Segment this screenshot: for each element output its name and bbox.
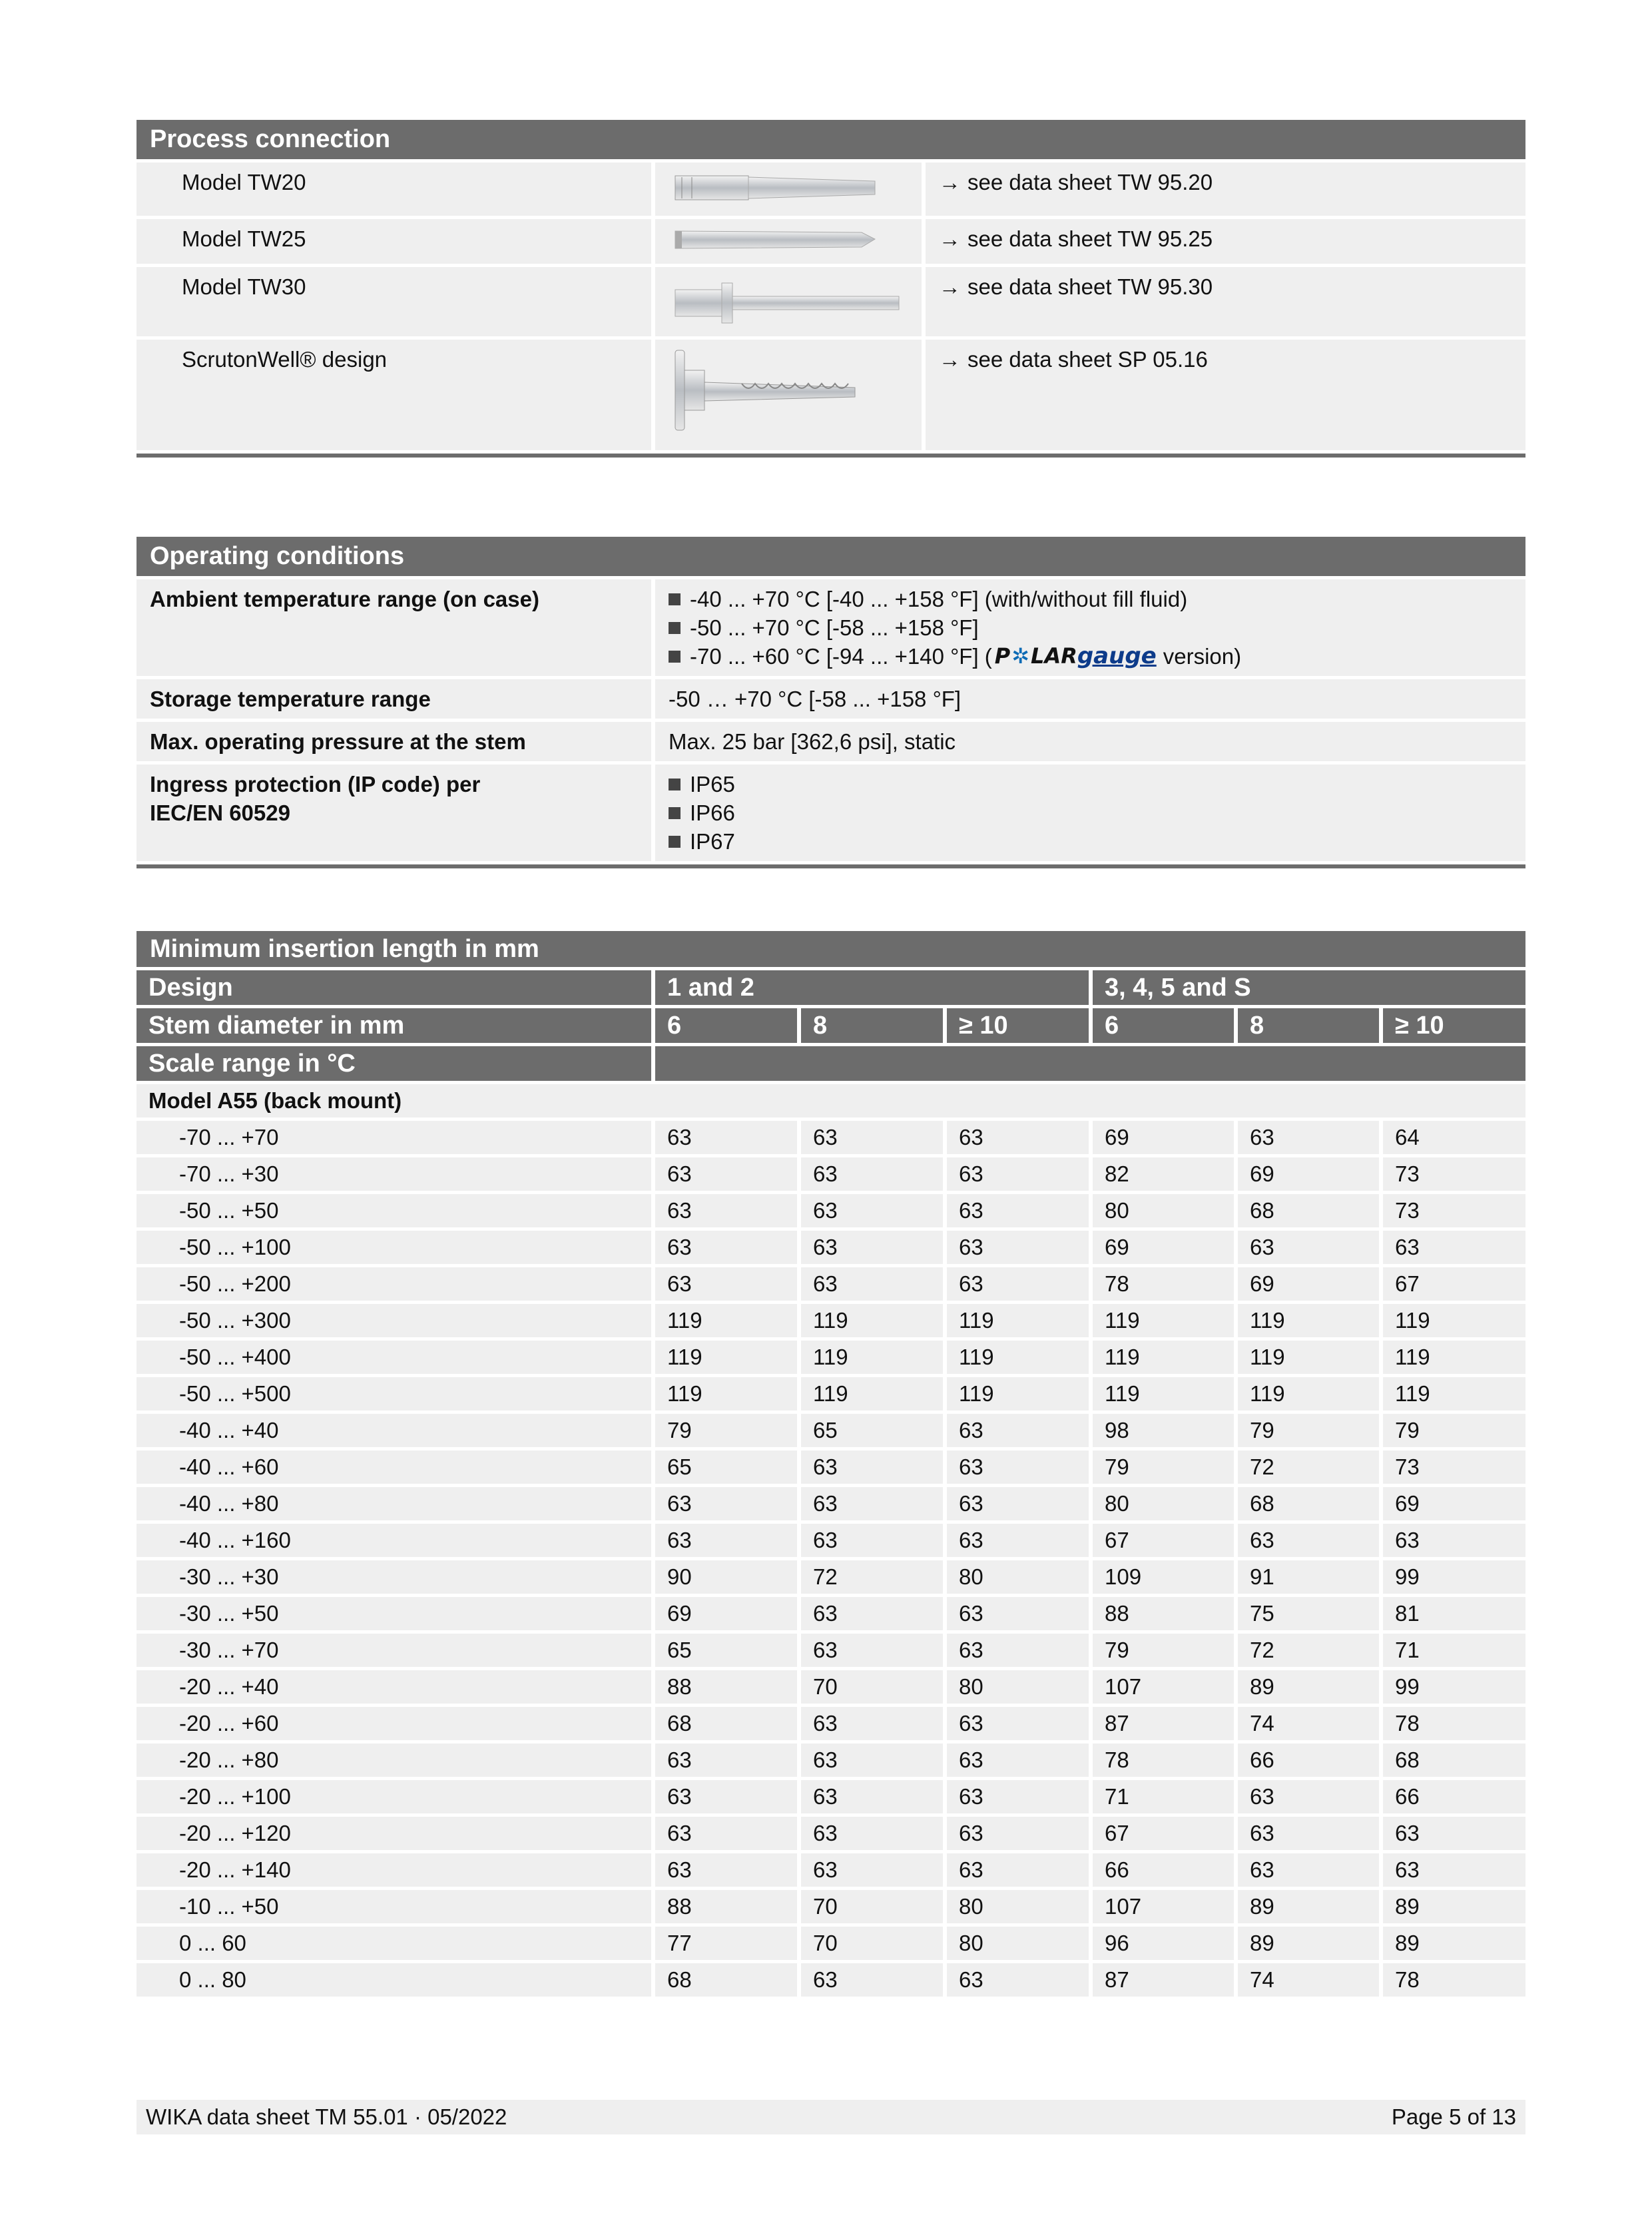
bullet-square-icon — [669, 779, 681, 790]
scale-range-cell: -20 ... +80 — [137, 1743, 651, 1777]
insertion-value-cell: 63 — [947, 1963, 1089, 1997]
table-row — [137, 1927, 1525, 1960]
insertion-value-cell: 89 — [1238, 1670, 1379, 1704]
pressure-row — [137, 722, 1525, 761]
insertion-value-cell: 63 — [947, 1707, 1089, 1740]
snowflake-icon: ✲ — [1011, 643, 1030, 669]
insertion-value-cell: 71 — [1383, 1634, 1525, 1667]
process-connection-section — [137, 120, 1525, 458]
insertion-value-cell: 63 — [801, 1194, 943, 1227]
scale-range-cell: -20 ... +100 — [137, 1780, 651, 1813]
table-row — [137, 1890, 1525, 1923]
insertion-value-cell: 119 — [1238, 1341, 1379, 1374]
insertion-value-cell: 88 — [655, 1670, 797, 1704]
insertion-value-cell: 119 — [1093, 1341, 1234, 1374]
datasheet-link-tw20[interactable] — [926, 162, 1525, 216]
bullet-square-icon — [669, 593, 681, 605]
scale-header-empty — [655, 1046, 1525, 1081]
datasheet-text: see data sheet TW 95.30 — [967, 274, 1213, 299]
table-row — [137, 1377, 1525, 1411]
table-row — [137, 1194, 1525, 1227]
insertion-value-cell: 87 — [1093, 1707, 1234, 1740]
process-row-tw20 — [137, 162, 1525, 216]
thermowell-tw25-image — [655, 219, 922, 264]
insertion-value-cell: 63 — [1238, 1853, 1379, 1887]
insertion-value-cell: 63 — [947, 1817, 1089, 1850]
insertion-value-cell: 73 — [1383, 1157, 1525, 1191]
insertion-value-cell: 63 — [947, 1267, 1089, 1301]
ingress-label-line: Ingress protection (IP code) per — [150, 772, 481, 796]
insertion-value-cell: 89 — [1383, 1927, 1525, 1960]
insertion-value-cell: 63 — [947, 1231, 1089, 1264]
design-header-row — [137, 970, 1525, 1005]
insertion-value-cell: 63 — [655, 1157, 797, 1191]
insertion-value-cell: 67 — [1093, 1524, 1234, 1557]
storage-label: Storage temperature range — [137, 679, 651, 719]
insertion-value-cell: 63 — [801, 1231, 943, 1264]
process-row-tw25 — [137, 219, 1525, 264]
stem-value: ≥ 10 — [1383, 1008, 1525, 1043]
process-connection-header: Process connection — [137, 120, 1525, 159]
ingress-row — [137, 765, 1525, 861]
insertion-value-cell: 69 — [655, 1597, 797, 1630]
ambient-value: -40 ... +70 °C [-40 ... +158 °F] (with/without fill fluid) — [690, 587, 1188, 611]
table-row — [137, 1414, 1525, 1447]
insertion-value-cell: 63 — [947, 1157, 1089, 1191]
insertion-value-cell: 63 — [801, 1707, 943, 1740]
insertion-value-cell: 74 — [1238, 1963, 1379, 1997]
insertion-value-cell: 66 — [1238, 1743, 1379, 1777]
insertion-value-cell: 119 — [1383, 1341, 1525, 1374]
insertion-value-cell: 88 — [1093, 1597, 1234, 1630]
insertion-value-cell: 63 — [1383, 1853, 1525, 1887]
insertion-value-cell: 63 — [801, 1780, 943, 1813]
design-group-2: 3, 4, 5 and S — [1093, 970, 1525, 1005]
datasheet-link-tw25[interactable] — [926, 219, 1525, 264]
scale-range-cell: 0 ... 80 — [137, 1963, 651, 1997]
model-label: Model A55 (back mount) — [137, 1084, 1525, 1117]
insertion-value-cell: 75 — [1238, 1597, 1379, 1630]
table-row — [137, 1743, 1525, 1777]
insertion-value-cell: 72 — [1238, 1450, 1379, 1484]
page-footer — [137, 2100, 1525, 2134]
insertion-value-cell: 96 — [1093, 1927, 1234, 1960]
insertion-value-cell: 79 — [1383, 1414, 1525, 1447]
insertion-value-cell: 119 — [947, 1377, 1089, 1411]
model-row — [137, 1084, 1525, 1117]
scale-range-cell: -50 ... +500 — [137, 1377, 651, 1411]
insertion-value-cell: 63 — [655, 1267, 797, 1301]
table-row — [137, 1524, 1525, 1557]
insertion-value-cell: 68 — [655, 1707, 797, 1740]
table-row — [137, 1707, 1525, 1740]
insertion-value-cell: 119 — [1383, 1304, 1525, 1337]
scale-header-row — [137, 1046, 1525, 1081]
insertion-value-cell: 73 — [1383, 1450, 1525, 1484]
table-row — [137, 1670, 1525, 1704]
scale-range-cell: -50 ... +50 — [137, 1194, 651, 1227]
insertion-value-cell: 72 — [1238, 1634, 1379, 1667]
datasheet-link-scrutonwell[interactable] — [926, 340, 1525, 450]
table-row — [137, 1853, 1525, 1887]
insertion-value-cell: 63 — [801, 1157, 943, 1191]
insertion-value-cell: 63 — [947, 1194, 1089, 1227]
ambient-value: version) — [1163, 644, 1242, 669]
insertion-value-cell: 63 — [801, 1853, 943, 1887]
insertion-value-cell: 63 — [1383, 1524, 1525, 1557]
table-row — [137, 1121, 1525, 1154]
scale-range-cell: -40 ... +60 — [137, 1450, 651, 1484]
table-row — [137, 1341, 1525, 1374]
insertion-value-cell: 78 — [1093, 1267, 1234, 1301]
insertion-value-cell: 80 — [947, 1927, 1089, 1960]
logo-text: P — [994, 643, 1011, 669]
polargauge-logo — [995, 642, 1157, 671]
footer-page-number: Page 5 of 13 — [1391, 2104, 1516, 2129]
insertion-value-cell: 63 — [1238, 1524, 1379, 1557]
insertion-value-cell: 71 — [1093, 1780, 1234, 1813]
insertion-value-cell: 119 — [655, 1304, 797, 1337]
footer-datasheet: WIKA data sheet TM 55.01 · 05/2022 — [146, 2104, 507, 2129]
scale-range-cell: -30 ... +70 — [137, 1634, 651, 1667]
scale-range-cell: -50 ... +300 — [137, 1304, 651, 1337]
insertion-value-cell: 70 — [801, 1670, 943, 1704]
ingress-values — [655, 765, 1525, 861]
list-item — [669, 585, 1512, 613]
insertion-value-cell: 63 — [655, 1743, 797, 1777]
insertion-value-cell: 63 — [801, 1121, 943, 1154]
insertion-value-cell: 82 — [1093, 1157, 1234, 1191]
insertion-value-cell: 63 — [655, 1487, 797, 1520]
insertion-value-cell: 99 — [1383, 1560, 1525, 1594]
insertion-value-cell: 63 — [801, 1267, 943, 1301]
scale-range-cell: -70 ... +70 — [137, 1121, 651, 1154]
logo-text: LAR — [1031, 643, 1077, 669]
ambient-value: -70 ... +60 °C [-94 ... +140 °F] ( — [690, 644, 992, 669]
insertion-value-cell: 79 — [1238, 1414, 1379, 1447]
insertion-value-cell: 119 — [801, 1304, 943, 1337]
datasheet-link-tw30[interactable] — [926, 267, 1525, 336]
table-row — [137, 1487, 1525, 1520]
ambient-values — [655, 579, 1525, 676]
insertion-value-cell: 80 — [947, 1560, 1089, 1594]
insertion-value-cell: 63 — [947, 1780, 1089, 1813]
insertion-value-cell: 89 — [1383, 1890, 1525, 1923]
insertion-value-cell: 70 — [801, 1927, 943, 1960]
datasheet-text: see data sheet TW 95.25 — [967, 226, 1213, 251]
table-row — [137, 1817, 1525, 1850]
ambient-value: -50 ... +70 °C [-58 ... +158 °F] — [690, 615, 979, 640]
insertion-value-cell: 63 — [801, 1817, 943, 1850]
insertion-value-cell: 63 — [801, 1450, 943, 1484]
insertion-value-cell: 63 — [947, 1414, 1089, 1447]
insertion-value-cell: 119 — [655, 1341, 797, 1374]
insertion-value-cell: 68 — [655, 1963, 797, 1997]
insertion-value-cell: 80 — [947, 1670, 1089, 1704]
scale-range-cell: -10 ... +50 — [137, 1890, 651, 1923]
insertion-value-cell: 119 — [1238, 1304, 1379, 1337]
insertion-value-cell: 98 — [1093, 1414, 1234, 1447]
insertion-value-cell: 63 — [947, 1634, 1089, 1667]
stem-value: ≥ 10 — [947, 1008, 1089, 1043]
insertion-value-cell: 89 — [1238, 1890, 1379, 1923]
table-row — [137, 1963, 1525, 1997]
insertion-value-cell: 68 — [1238, 1194, 1379, 1227]
stem-value: 8 — [801, 1008, 943, 1043]
insertion-value-cell: 63 — [947, 1121, 1089, 1154]
table-row — [137, 1267, 1525, 1301]
insertion-value-cell: 65 — [655, 1634, 797, 1667]
scale-range-cell: -20 ... +140 — [137, 1853, 651, 1887]
stem-value: 8 — [1238, 1008, 1379, 1043]
scale-range-cell: -40 ... +80 — [137, 1487, 651, 1520]
list-item — [669, 613, 1512, 642]
insertion-value-cell: 107 — [1093, 1670, 1234, 1704]
insertion-value-cell: 67 — [1093, 1817, 1234, 1850]
thermowell-tw20-image — [655, 162, 922, 216]
insertion-value-cell: 63 — [801, 1524, 943, 1557]
insertion-value-cell: 65 — [801, 1414, 943, 1447]
insertion-value-cell: 79 — [1093, 1634, 1234, 1667]
insertion-value-cell: 119 — [1238, 1377, 1379, 1411]
insertion-value-cell: 63 — [801, 1743, 943, 1777]
ambient-row — [137, 579, 1525, 676]
stem-value: 6 — [655, 1008, 797, 1043]
insertion-value-cell: 99 — [1383, 1670, 1525, 1704]
scale-range-cell: -50 ... +200 — [137, 1267, 651, 1301]
insertion-value-cell: 72 — [801, 1560, 943, 1594]
table-row — [137, 1780, 1525, 1813]
insertion-value-cell: 69 — [1238, 1267, 1379, 1301]
insertion-value-cell: 67 — [1383, 1267, 1525, 1301]
ingress-value: IP66 — [690, 800, 735, 825]
ingress-value: IP67 — [690, 829, 735, 854]
insertion-value-cell: 69 — [1238, 1157, 1379, 1191]
table-row — [137, 1304, 1525, 1337]
datasheet-text: see data sheet TW 95.20 — [967, 170, 1213, 194]
ingress-label-line: IEC/EN 60529 — [150, 800, 290, 825]
scale-range-cell: -40 ... +40 — [137, 1414, 651, 1447]
insertion-value-cell: 119 — [947, 1341, 1089, 1374]
insertion-data-rows — [137, 1121, 1525, 1997]
table-row — [137, 1450, 1525, 1484]
scale-range-cell: 0 ... 60 — [137, 1927, 651, 1960]
insertion-value-cell: 63 — [655, 1121, 797, 1154]
list-item — [669, 642, 1512, 671]
scale-range-cell: -40 ... +160 — [137, 1524, 651, 1557]
scale-range-cell: -50 ... +400 — [137, 1341, 651, 1374]
bullet-square-icon — [669, 651, 681, 663]
insertion-value-cell: 119 — [947, 1304, 1089, 1337]
scale-range-cell: -20 ... +40 — [137, 1670, 651, 1704]
insertion-value-cell: 65 — [655, 1450, 797, 1484]
model-label: Model TW30 — [137, 267, 651, 336]
insertion-value-cell: 63 — [655, 1780, 797, 1813]
insertion-value-cell: 69 — [1093, 1121, 1234, 1154]
arrow-right-icon: → — [939, 347, 961, 372]
list-item — [669, 827, 1512, 856]
table-row — [137, 1597, 1525, 1630]
stem-label: Stem diameter in mm — [137, 1008, 651, 1043]
stem-header-row — [137, 1008, 1525, 1043]
insertion-value-cell: 63 — [1238, 1121, 1379, 1154]
insertion-value-cell: 77 — [655, 1927, 797, 1960]
insertion-value-cell: 80 — [947, 1890, 1089, 1923]
scale-range-cell: -70 ... +30 — [137, 1157, 651, 1191]
insertion-value-cell: 63 — [1383, 1817, 1525, 1850]
insertion-value-cell: 87 — [1093, 1963, 1234, 1997]
insertion-value-cell: 81 — [1383, 1597, 1525, 1630]
insertion-value-cell: 79 — [1093, 1450, 1234, 1484]
insertion-value-cell: 68 — [1238, 1487, 1379, 1520]
insertion-value-cell: 89 — [1238, 1927, 1379, 1960]
insertion-value-cell: 79 — [655, 1414, 797, 1447]
arrow-right-icon: → — [939, 170, 961, 194]
insertion-value-cell: 66 — [1383, 1780, 1525, 1813]
bullet-square-icon — [669, 807, 681, 819]
insertion-value-cell: 80 — [1093, 1487, 1234, 1520]
storage-row — [137, 679, 1525, 719]
pressure-value: Max. 25 bar [362,6 psi], static — [655, 722, 1525, 761]
insertion-value-cell: 63 — [655, 1524, 797, 1557]
insertion-value-cell: 78 — [1093, 1743, 1234, 1777]
list-item — [669, 770, 1512, 798]
scale-range-cell: -20 ... +60 — [137, 1707, 651, 1740]
ingress-label — [137, 765, 651, 861]
insertion-value-cell: 107 — [1093, 1890, 1234, 1923]
insertion-value-cell: 119 — [1093, 1304, 1234, 1337]
insertion-value-cell: 69 — [1093, 1231, 1234, 1264]
insertion-value-cell: 63 — [947, 1853, 1089, 1887]
insertion-value-cell: 63 — [801, 1963, 943, 1997]
design-label: Design — [137, 970, 651, 1005]
insertion-value-cell: 119 — [1093, 1377, 1234, 1411]
insertion-value-cell: 63 — [1238, 1817, 1379, 1850]
model-label: Model TW25 — [137, 219, 651, 264]
scale-range-cell: -20 ... +120 — [137, 1817, 651, 1850]
insertion-value-cell: 119 — [801, 1341, 943, 1374]
pressure-label: Max. operating pressure at the stem — [137, 722, 651, 761]
insertion-value-cell: 88 — [655, 1890, 797, 1923]
thermowell-tw30-image — [655, 267, 922, 336]
insertion-value-cell: 70 — [801, 1890, 943, 1923]
process-row-tw30 — [137, 267, 1525, 336]
insertion-value-cell: 63 — [947, 1597, 1089, 1630]
operating-conditions-section — [137, 537, 1525, 868]
insertion-value-cell: 63 — [947, 1524, 1089, 1557]
design-group-1: 1 and 2 — [655, 970, 1089, 1005]
insertion-value-cell: 64 — [1383, 1121, 1525, 1154]
storage-value: -50 … +70 °C [-58 ... +158 °F] — [655, 679, 1525, 719]
insertion-value-cell: 78 — [1383, 1707, 1525, 1740]
insertion-value-cell: 63 — [655, 1817, 797, 1850]
scrutonwell-image — [655, 340, 922, 450]
insertion-value-cell: 63 — [801, 1634, 943, 1667]
insertion-value-cell: 119 — [655, 1377, 797, 1411]
ingress-value: IP65 — [690, 772, 735, 796]
insertion-value-cell: 66 — [1093, 1853, 1234, 1887]
table-row — [137, 1560, 1525, 1594]
insertion-value-cell: 63 — [947, 1450, 1089, 1484]
insertion-value-cell: 63 — [655, 1853, 797, 1887]
insertion-value-cell: 90 — [655, 1560, 797, 1594]
insertion-value-cell: 63 — [947, 1743, 1089, 1777]
insertion-value-cell: 119 — [801, 1377, 943, 1411]
insertion-value-cell: 63 — [801, 1597, 943, 1630]
scale-label: Scale range in °C — [137, 1046, 651, 1081]
stem-value: 6 — [1093, 1008, 1234, 1043]
insertion-value-cell: 69 — [1383, 1487, 1525, 1520]
arrow-right-icon: → — [939, 226, 961, 251]
section-divider — [137, 864, 1525, 868]
insertion-value-cell: 109 — [1093, 1560, 1234, 1594]
bullet-square-icon — [669, 836, 681, 848]
operating-conditions-header: Operating conditions — [137, 537, 1525, 576]
section-divider — [137, 454, 1525, 458]
table-row — [137, 1634, 1525, 1667]
model-label: Model TW20 — [137, 162, 651, 216]
insertion-value-cell: 63 — [801, 1487, 943, 1520]
scale-range-cell: -50 ... +100 — [137, 1231, 651, 1264]
insertion-length-header: Minimum insertion length in mm — [137, 931, 1525, 967]
scale-range-cell: -30 ... +50 — [137, 1597, 651, 1630]
insertion-value-cell: 80 — [1093, 1194, 1234, 1227]
insertion-value-cell: 63 — [655, 1231, 797, 1264]
datasheet-text: see data sheet SP 05.16 — [967, 347, 1208, 372]
scale-range-cell: -30 ... +30 — [137, 1560, 651, 1594]
model-label: ScrutonWell® design — [137, 340, 651, 450]
insertion-value-cell: 119 — [1383, 1377, 1525, 1411]
ambient-label: Ambient temperature range (on case) — [137, 579, 651, 676]
process-row-scrutonwell — [137, 340, 1525, 450]
list-item — [669, 798, 1512, 827]
table-row — [137, 1157, 1525, 1191]
insertion-value-cell: 74 — [1238, 1707, 1379, 1740]
insertion-value-cell: 63 — [1238, 1231, 1379, 1264]
logo-text: gauge — [1077, 643, 1157, 669]
insertion-value-cell: 63 — [655, 1194, 797, 1227]
insertion-value-cell: 63 — [1383, 1231, 1525, 1264]
arrow-right-icon: → — [939, 274, 961, 299]
insertion-value-cell: 63 — [1238, 1780, 1379, 1813]
bullet-square-icon — [669, 622, 681, 634]
table-row — [137, 1231, 1525, 1264]
insertion-value-cell: 68 — [1383, 1743, 1525, 1777]
insertion-value-cell: 78 — [1383, 1963, 1525, 1997]
insertion-length-section — [137, 931, 1525, 1997]
insertion-value-cell: 63 — [947, 1487, 1089, 1520]
insertion-value-cell: 91 — [1238, 1560, 1379, 1594]
insertion-value-cell: 73 — [1383, 1194, 1525, 1227]
